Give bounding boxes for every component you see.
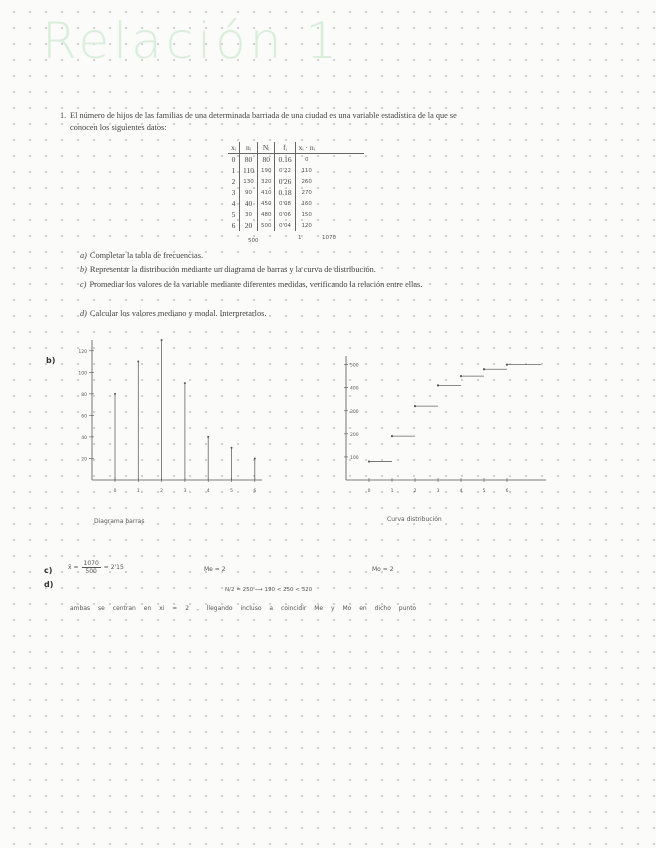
mean-calculation [68,560,124,575]
y-tick-label: 200 [350,432,359,438]
table-cell-empty [318,165,364,176]
question-text: Promediar los valores de la variable mediante diferentes medidas, verificando la relación entre ellas. [89,280,423,289]
y-tick-label: 80 [81,392,87,398]
header-Ni: Nᵢ [257,142,275,154]
table-cell: 500 [257,220,275,231]
table-cell: 110 [301,167,312,174]
table-cell: 190 [257,165,275,176]
question-text: Calcular los valores mediano y modal. Interpretarlos. [89,309,267,318]
total-n: 500 [248,238,259,244]
header-fi: fᵢ [275,142,295,154]
y-tick-label: 20 [81,457,87,463]
y-tick-label: 500 [350,363,359,369]
question-label: c) [80,280,87,289]
mode-value: Mo = 2 [372,566,394,573]
y-tick-label: 400 [350,386,359,392]
table-cell: 150 [301,211,312,218]
table-cell: 1 [228,165,239,176]
y-tick-label: 40 [81,435,87,441]
median-check: N/2 = 250 ⟶ 190 < 250 < 320 [225,587,313,593]
bar-chart [70,336,270,504]
bar-top-point [231,447,233,449]
table-row [228,154,364,166]
bar-top-point [254,457,256,459]
table-cell: 0'04 [275,220,295,231]
table-cell: 130 [239,176,257,187]
table-cell: 260 [301,178,312,185]
question-d [80,308,480,319]
table-cell: 270 [301,189,312,196]
answer-c-label: c) [44,566,53,575]
x-tick-label: 2 [160,489,164,494]
table-cell: 120 [301,222,312,229]
table-cell: 5 [228,209,239,220]
bar-top-point [161,339,163,341]
bar-top-point [114,393,116,395]
median-value: Me = 2 [204,566,226,573]
header-extra [318,142,364,154]
step-point [414,405,416,407]
bar-chart-caption: Diagrama barras [94,518,145,525]
x-tick-label: 3 [183,489,187,494]
step-point [437,384,439,386]
question-label: b) [80,265,87,274]
answer-b-label: b) [46,356,56,365]
bar-top-point [184,382,186,384]
table-cell: 0'08 [275,198,295,209]
table-cell: 20 [239,220,257,231]
mean-result: = 2'15 [103,564,124,571]
table-cell: 450 [257,198,275,209]
step-point [460,375,462,377]
x-tick-label: 3 [436,489,440,494]
x-tick-label: 5 [482,489,486,494]
table-cell: 40 [239,198,257,209]
table-cell-empty [318,176,364,187]
table-cell: 160 [301,200,312,207]
table-cell-empty [318,198,364,209]
bar-top-point [207,436,209,438]
question-label: a) [80,251,87,260]
total-xn: 1070 [322,235,336,241]
mean-fraction [82,560,101,575]
question-a [80,250,480,261]
question-text: Representar la distribución mediante un diagrama de barras y la curva de distribución. [89,265,376,274]
table-cell: 30 [239,209,257,220]
table-cell-empty [318,187,364,198]
header-ni: nᵢ [239,142,257,154]
table-row [228,176,364,187]
x-tick-label: 6 [505,489,509,494]
x-tick-label: 4 [459,489,463,494]
x-tick-label: 5 [230,489,233,494]
page-title: Relación 1 [42,12,342,70]
x-tick-label: 1 [136,489,140,494]
x-tick-label: 0 [367,489,371,494]
table-cell-empty [318,154,364,166]
problem-number: 1. [60,111,67,120]
question-b [80,264,480,275]
x-tick-label: 1 [390,489,394,494]
table-cell: 4 [228,198,239,209]
table-cell: 80 [239,154,257,166]
table-cell: 80 [257,154,275,166]
table-cell: 0 [304,156,309,163]
problem-text: El número de hijos de las familias de una determinada barriada de una ciudad es una variable estadística de la que se conocen los siguientes datos: [70,111,457,132]
table-cell: 0.18 [275,187,295,198]
table-cell: 0'26 [275,176,295,187]
y-tick-label: 60 [81,414,87,420]
y-tick-label: 100 [350,455,359,461]
step-point [506,364,508,366]
table-cell-empty [318,209,364,220]
table-cell: 0 [228,154,239,166]
curve-chart-caption: Curva distribución [387,516,442,523]
y-tick-label: 300 [350,409,359,415]
distribution-curve-chart [330,356,550,504]
total-f: 1 [298,235,302,241]
table-cell: 0'06 [275,209,295,220]
conclusion-text: ambas se centran en xi = 2 , llegando incluso a coincidir Me y Mo en dicho punto [70,605,417,612]
step-point [391,435,393,437]
table-cell-empty [318,220,364,231]
x-tick-label: 2 [413,489,417,494]
question-c [80,279,480,290]
question-text: Completar la tabla de frecuencias. [89,251,204,260]
table-cell: 90 [239,187,257,198]
table-row [228,220,364,231]
table-row [228,198,364,209]
table-cell: 410 [257,187,275,198]
frequency-table [228,142,364,231]
mean-numerator: 1070 [83,560,99,567]
x-tick-label: 4 [206,489,210,494]
question-label: d) [80,309,87,318]
table-cell: 6 [228,220,239,231]
problem-statement [60,110,480,134]
table-row [228,209,364,220]
x-tick-label: 6 [253,489,257,494]
step-point [368,460,370,462]
mean-denominator: 500 [85,568,97,575]
table-row [228,165,364,176]
step-point [483,368,485,370]
table-cell: 320 [257,176,275,187]
answer-d-label: d) [44,580,54,589]
table-row [228,187,364,198]
bar-top-point [137,361,139,363]
table-cell: 3 [228,187,239,198]
table-cell: 2 [228,176,239,187]
header-xi: xᵢ [228,142,239,154]
mean-symbol: x̄ = [68,564,79,571]
table-header-row [228,142,364,154]
y-tick-label: 120 [78,349,87,355]
table-cell: 0'22 [275,165,295,176]
header-xini: xᵢ · nᵢ [295,142,318,154]
table-cell: 480 [257,209,275,220]
table-cell: 0.16 [275,154,295,166]
x-tick-label: 0 [113,489,117,494]
y-tick-label: 100 [78,371,87,377]
table-cell: 110 [239,165,257,176]
